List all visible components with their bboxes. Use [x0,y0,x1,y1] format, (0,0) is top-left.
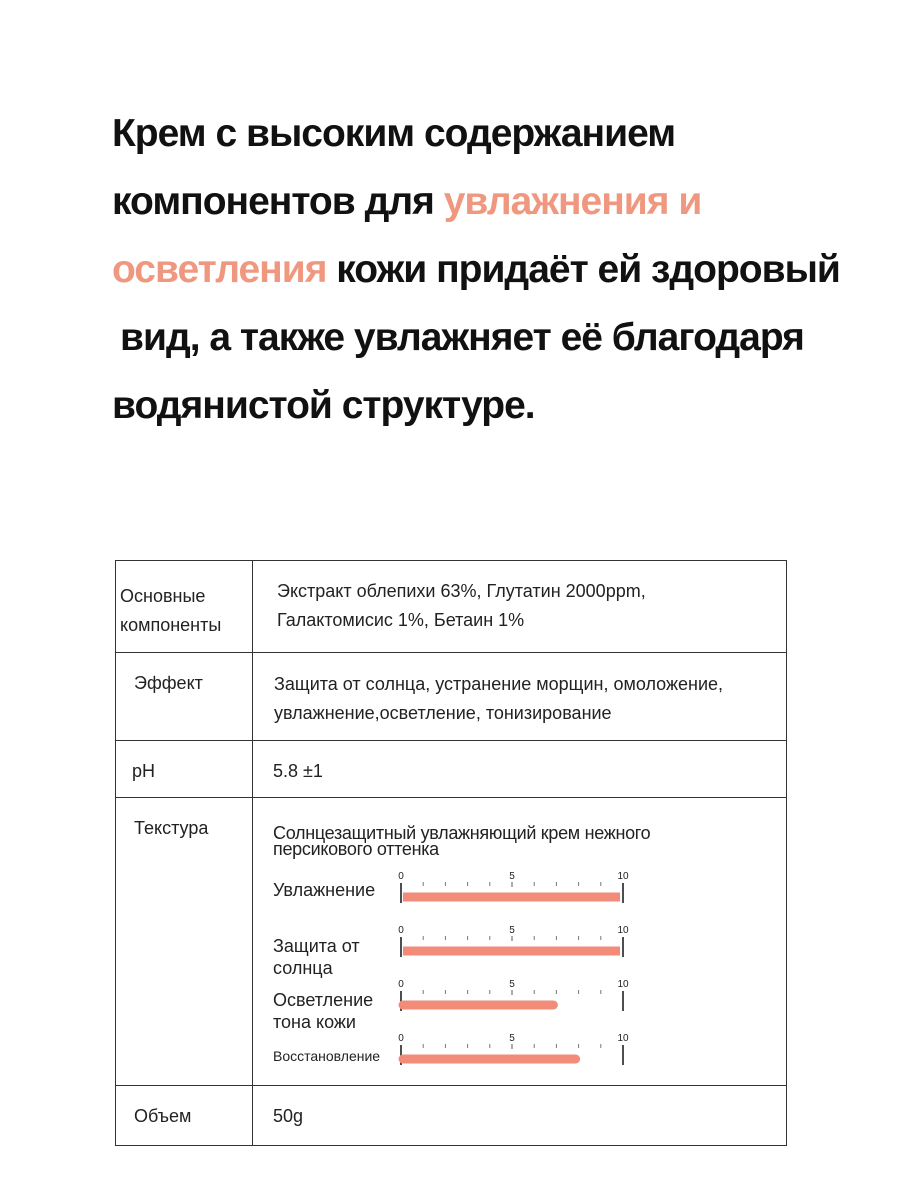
volume-value: 50g [273,1106,304,1126]
texture-label-cell [116,798,253,1086]
scale-label [273,989,373,1033]
scale-row [273,869,776,923]
scale-tick-label-10: 10 [617,1033,629,1044]
scale-label-line-1: Восстановление [273,1048,381,1064]
headline-accent-2: осветления [112,248,327,291]
headline-line-4: вид, а также увлажняет её благодаря [120,316,804,359]
scale-row [273,977,776,1031]
headline [112,100,872,440]
headline-line-3-text: кожи придаёт ей здоровый [326,248,840,291]
scale-label [273,879,375,901]
effect-value-cell [253,653,787,741]
scale-label [273,1045,380,1067]
components-label-line-2: компоненты [120,615,222,635]
scale-tick-label-0: 0 [398,979,404,990]
volume-value-cell [253,1086,787,1146]
scale-tick-label-5: 5 [509,1033,515,1044]
scale-tick-label-5: 5 [509,925,515,936]
scale-graphic [397,869,637,909]
headline-line-2-text: компонентов для [112,180,444,223]
scale-graphic [397,1031,637,1071]
components-label-cell [116,561,253,653]
scale-tick-label-5: 5 [509,979,515,990]
effect-row [116,653,787,741]
scale-row [273,923,776,977]
scale-tick-label-0: 0 [398,1033,404,1044]
scale-tick-label-10: 10 [617,871,629,882]
texture-label: Текстура [134,818,209,838]
effect-label-cell [116,653,253,741]
ph-value: 5.8 ±1 [273,761,323,781]
scale-row [273,1031,776,1085]
effect-value-line-1: Защита от солнца, устранение морщин, омоложение, [274,674,724,694]
headline-line-1: Крем с высоким содержанием [112,112,676,155]
scale-label [273,935,360,979]
headline-line-3 [112,236,872,304]
ph-label: pH [132,761,156,781]
ph-label-cell [116,741,253,798]
ph-row [116,741,787,798]
texture-scales [273,869,776,1085]
scale-graphic [397,977,637,1017]
scale-tick-label-0: 0 [398,925,404,936]
spec-table [115,560,787,1146]
effect-label: Эффект [134,673,203,693]
scale-tick-label-0: 0 [398,871,404,882]
scale-tick-label-10: 10 [617,979,629,990]
scale-label-line-2: тона кожи [273,1012,356,1032]
scale-label-line-1: Осветление [273,990,374,1010]
headline-line-5: водянистой структуре. [112,384,535,427]
components-label-line-1: Основные [120,586,206,606]
effect-value-line-2: увлажнение,осветление, тонизирование [274,703,612,723]
components-value-line-1: Экстракт облепихи 63%, Глутатин 2000ppm, [277,581,646,601]
scale-graphic [397,923,637,963]
components-value-line-2: Галактомисис 1%, Бетаин 1% [277,610,525,630]
texture-desc-line-2: персикового оттенка [273,839,439,859]
components-row [116,561,787,653]
texture-value-cell [253,798,787,1086]
scale-label-line-1: Увлажнение [273,880,376,900]
volume-label-cell [116,1086,253,1146]
scale-tick-label-10: 10 [617,925,629,936]
scale-tick-label-5: 5 [509,871,515,882]
texture-desc-line-1: Солнцезащитный увлажняющий крем нежного [273,823,651,843]
scale-label-line-1: Защита от [273,936,360,956]
ph-value-cell [253,741,787,798]
volume-row [116,1086,787,1146]
volume-label: Объем [134,1106,192,1126]
headline-line-2 [112,168,872,236]
components-value-cell [253,561,787,653]
headline-accent-1: увлажнения и [443,180,702,223]
texture-row [116,798,787,1086]
scale-label-line-2: солнца [273,958,333,978]
